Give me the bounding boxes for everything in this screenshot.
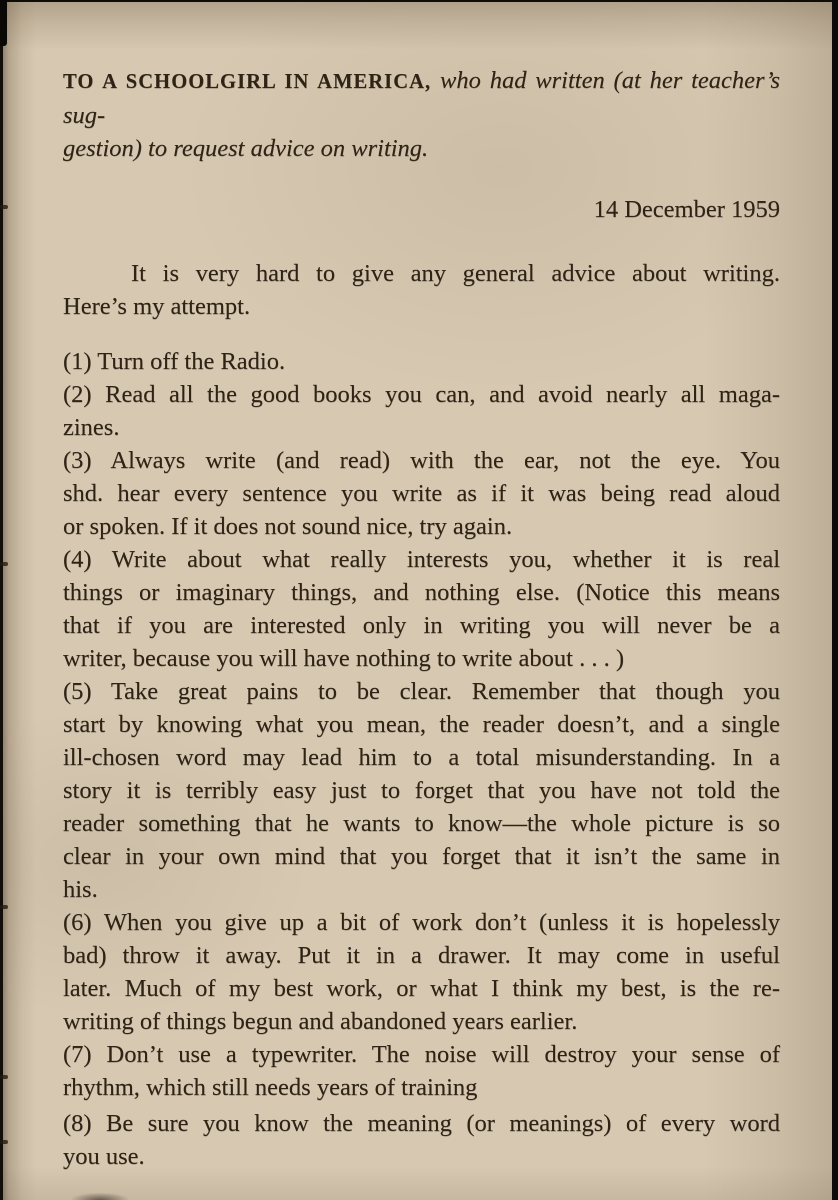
intro-paragraph — [63, 257, 780, 323]
heading-line-2 — [63, 132, 780, 165]
text-line: clear in your own mind that you forget that it isn’t the same in — [63, 843, 780, 870]
page-top-edge — [0, 0, 838, 2]
page-edge-mark — [0, 205, 8, 209]
text-line: (8) Be sure you know the meaning (or meanings) of every word — [63, 1110, 780, 1137]
text-line: reader something that he wants to know—the whole picture is so — [63, 810, 780, 837]
advice-item-3 — [63, 444, 780, 543]
text-line: writing of things begun and abandoned years earlier. — [63, 1008, 578, 1035]
page-edge-mark — [0, 1075, 8, 1079]
text-line: (7) Don’t use a typewriter. The noise will destroy your sense of — [63, 1041, 780, 1068]
page-left-edge — [0, 0, 3, 1200]
text-line: (3) Always write (and read) with the ear, not the eye. You — [63, 447, 780, 474]
text-line: (5) Take great pains to be clear. Remember that though you — [63, 678, 780, 705]
letter-date: 14 December 1959 — [593, 196, 780, 223]
text-line: rhythm, which still needs years of training — [63, 1074, 478, 1101]
text-line: writer, because you will have nothing to write about . . . ) — [63, 645, 625, 672]
page-edge-mark — [0, 562, 8, 566]
text-line: story it is terribly easy just to forget that you have not told the — [63, 777, 780, 804]
text-line: things or imaginary things, and nothing else. (Notice this means — [63, 579, 780, 606]
advice-item-5 — [63, 675, 780, 906]
intro-line-1: It is very hard to give any general advice about writing. — [131, 260, 780, 287]
text-line: ill-chosen word may lead him to a total misunderstanding. In a — [63, 744, 780, 771]
letter-heading — [63, 64, 780, 165]
text-line: you use. — [63, 1143, 145, 1170]
text-line: (2) Read all the good books you can, and avoid nearly all maga- — [63, 381, 780, 408]
page-corner-notch — [0, 0, 7, 46]
text-line: bad) throw it away. Put it in a drawer. It may come in useful — [63, 942, 780, 969]
text-line: start by knowing what you mean, the reader doesn’t, and a single — [63, 711, 780, 738]
text-line: zines. — [63, 414, 120, 441]
page-bottom-smudge — [70, 1188, 130, 1200]
advice-item-6 — [63, 906, 780, 1038]
heading-recipient: TO A SCHOOLGIRL IN AMERICA, — [63, 71, 432, 93]
heading-context-2: gestion) to request advice on writing. — [63, 135, 429, 162]
letter-text-column — [63, 64, 780, 1173]
text-line: (1) Turn off the Radio. — [63, 348, 286, 375]
text-line: shd. hear every sentence you write as if it was being read aloud — [63, 480, 780, 507]
advice-item-2 — [63, 378, 780, 444]
text-line: his. — [63, 876, 98, 903]
text-line: later. Much of my best work, or what I think my best, is the re- — [63, 975, 780, 1002]
heading-context-1: who had written (at her teacher’s sug- — [63, 67, 781, 129]
advice-item-1 — [63, 345, 780, 378]
text-line: or spoken. If it does not sound nice, try again. — [63, 513, 513, 540]
advice-item-4 — [63, 543, 780, 675]
page-edge-mark — [0, 905, 8, 909]
advice-item-7 — [63, 1038, 780, 1104]
page-edge-mark — [0, 1140, 8, 1144]
advice-item-8 — [63, 1107, 780, 1173]
text-line: that if you are interested only in writing you will never be a — [63, 612, 780, 639]
intro-line-2: Here’s my attempt. — [63, 293, 251, 320]
heading-line-1 — [63, 64, 780, 132]
advice-list — [63, 345, 780, 1173]
page-right-edge — [832, 0, 838, 1200]
text-line: (6) When you give up a bit of work don’t (unless it is hopelessly — [63, 909, 780, 936]
text-line: (4) Write about what really interests you, whether it is real — [63, 546, 780, 573]
